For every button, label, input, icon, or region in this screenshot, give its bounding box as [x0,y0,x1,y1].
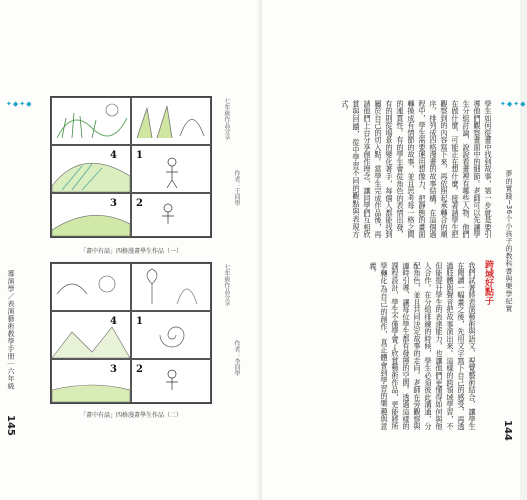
sketch-figure-image [132,360,210,402]
storyboard-bottom-caption: 「畫中有話」四格漫畫學生作品（二） [80,412,183,419]
storyboard-top [50,96,212,238]
storyboard-bottom [50,262,212,404]
left-page-number: 145 [5,415,16,436]
storyboard-top-panel-5 [51,193,131,237]
storyboard-top-panel-2 [131,97,211,145]
panel-number: 3 [110,198,117,209]
sketch-sky-image [52,264,130,310]
sketch-figure-image [132,146,210,192]
storyboard-top-panel-6 [131,193,211,237]
decoration-left: ✦◆✦◆ [6,100,33,108]
storyboard-top-panel-3 [51,145,131,193]
sketch-plants-image [132,98,210,144]
storyboard-bottom-panel-3 [51,311,131,359]
left-running-head: 導演學／表演藝術教學手冊｜六年級 [7,270,15,390]
panel-number: 4 [110,150,117,161]
sketch-person-image [132,194,210,236]
panel-number: 4 [110,316,117,327]
body-text-bottom: 我們試著將表演藝術與語文、視覺藝術結合，讓學生在閱讀一幅畫之後，先用文字寫下自己的感受，再透過肢體與聲音把故事演出來。這樣的跨領域學習，不但能提升學生的表達能力，也讓他們更懂得如何與他人合作。在分組排練的時候，學生必須彼此溝通、分配角色，並且共同決定故事的走向。老師在旁觀察與適時引導，讓每位學生都有發揮的空間。透過這樣的課程設計，學生不僅學會了欣賞藝術作品，更能將所學轉化為自己的創作，真正體會到學習的樂趣與意義。 [369,262,477,430]
storyboard-top-caption: 「畫中有話」四格漫畫學生作品（一） [80,248,183,255]
sketch-field-image [52,194,130,236]
right-running-head: 夢的實踐─36个小孩子的教科書與樂學紀實 [505,170,513,313]
storyboard-bottom-side-label-1: 七年級作品分享 [223,264,230,306]
storyboard-bottom-panel-1 [51,263,131,311]
storyboard-bottom-panel-4 [131,311,211,359]
sketch-hill-image [52,146,130,192]
sketch-grass-image [52,98,130,144]
decoration-right: ✦◆✦◆ [500,100,527,108]
sketch-tree-image [132,264,210,310]
storyboard-top-side-label-2: 作者：王同學 [233,170,240,206]
section-title: 跨域好點子 [483,260,493,305]
sketch-spiral-image [132,312,210,358]
storyboard-top-panel-1 [51,97,131,145]
panel-number: 2 [136,364,143,375]
panel-number: 3 [110,364,117,375]
storyboard-top-side-label-1: 七年級作品分享 [223,98,230,140]
storyboard-bottom-panel-6 [131,359,211,403]
sketch-mountain-image [52,312,130,358]
right-page [262,0,527,500]
panel-number: 1 [136,150,143,161]
storyboard-bottom-side-label-2: 作者：李同學 [233,340,240,376]
panel-number: 2 [136,198,143,209]
storyboard-bottom-panel-2 [131,263,211,311]
sketch-ground-image [52,360,130,402]
left-page [0,0,263,500]
right-page-number: 144 [502,420,513,441]
panel-number: 1 [136,316,143,327]
storyboard-top-panel-4 [131,145,211,193]
storyboard-bottom-panel-5 [51,359,131,403]
body-text-top: 學生如何從畫中找到故事，第一步就是要引導他們觀察畫面中的細節。老師可以先讓學生分組討論，說說看畫裡有哪些人物、他們在做什麼、可能正在想什麼。接著請學生把觀察到的內容寫下來，再依照起承轉合的順序，排列成四格漫畫的故事結構。在這個過程中，學生需要運用想像力，把靜態的畫面轉換成有情節的故事，並且思考每一格之間的連貫性。有的學生會從角色的表情出發，有的則從場景的變化著手，每個人都能找到屬於自己的切入點。當學生完成作品後，再請他們上台分享創作理念，讓同學們互相欣賞與回饋，從中學習不同的觀點與表現方式。 [341,100,493,238]
